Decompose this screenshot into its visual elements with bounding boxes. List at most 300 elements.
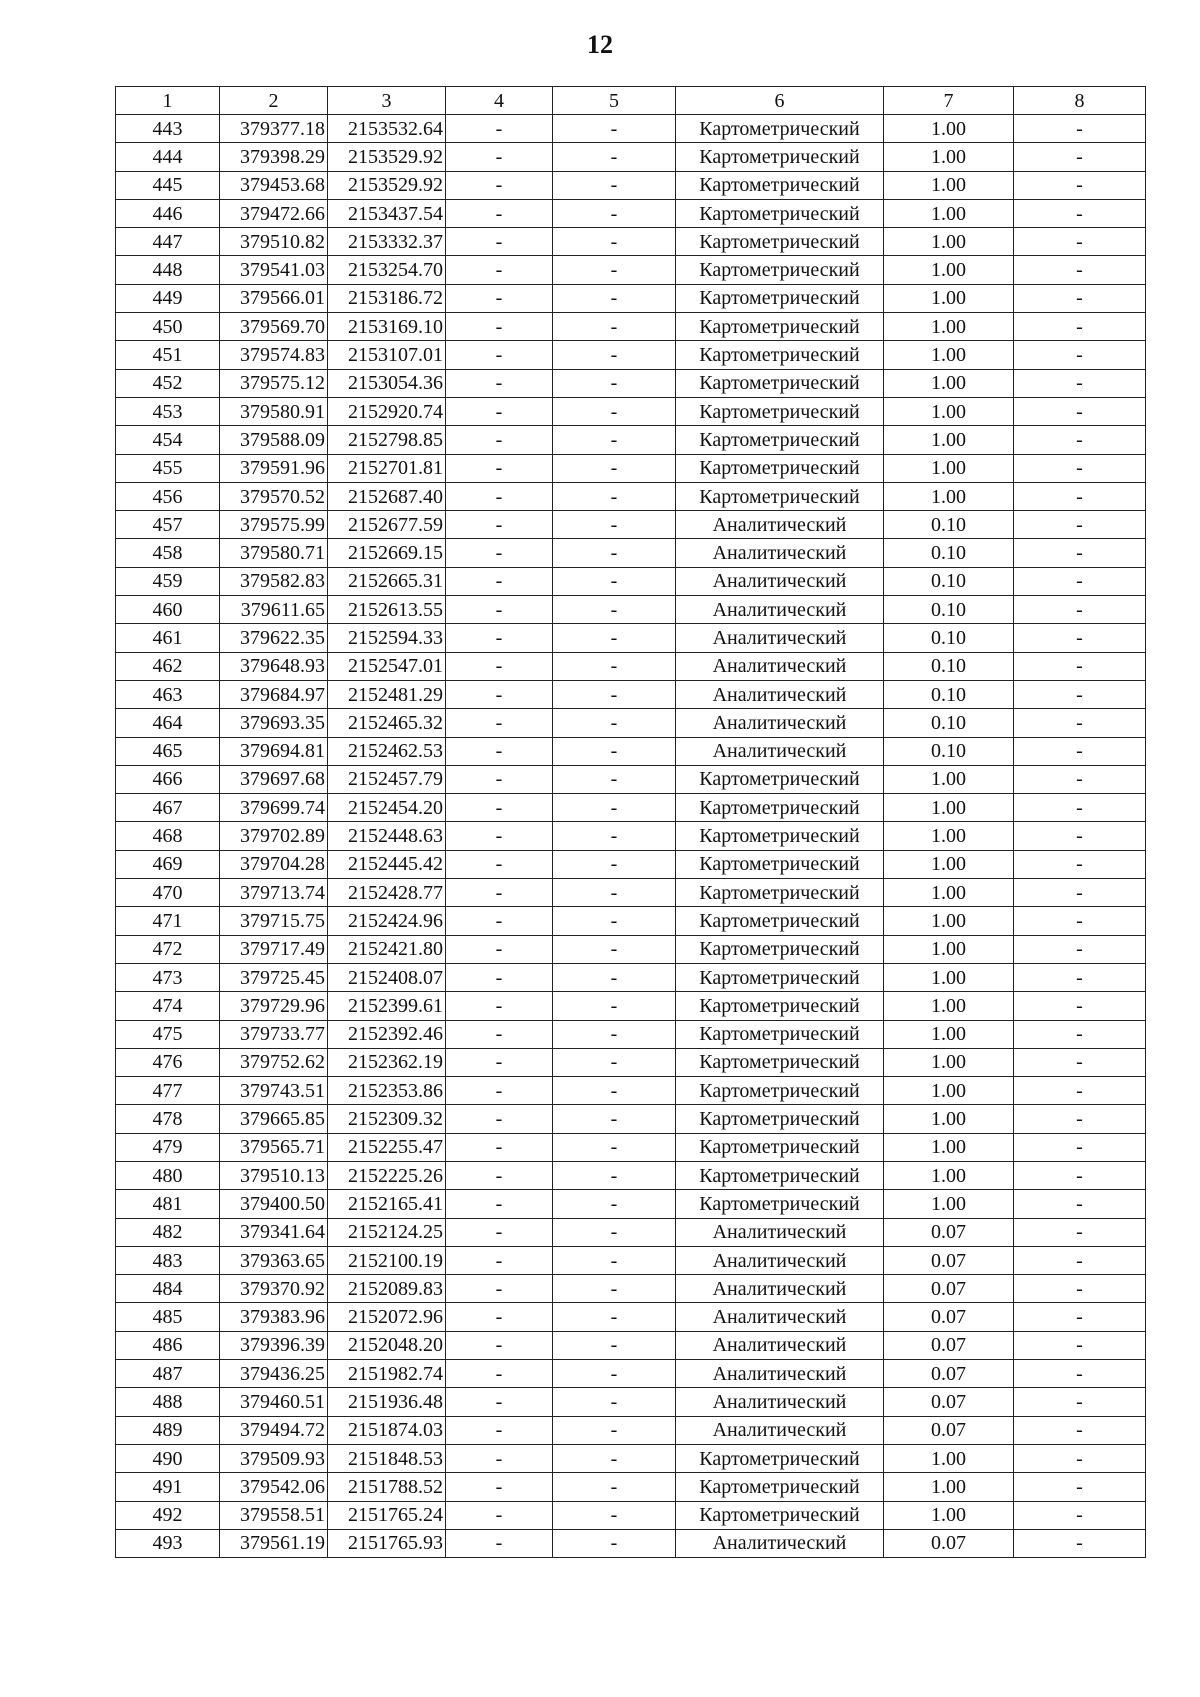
coord-y-cell: 2152687.40: [328, 482, 446, 510]
point-number-cell: 479: [116, 1133, 220, 1161]
table-row: [116, 737, 1146, 765]
table-row: [116, 907, 1146, 935]
col-5-value-cell: -: [553, 1218, 676, 1246]
coord-y-cell: 2151982.74: [328, 1360, 446, 1388]
accuracy-cell: 1.00: [884, 228, 1014, 256]
col-4-value-cell: -: [446, 228, 553, 256]
col-4-value-cell: -: [446, 256, 553, 284]
coord-x-cell: 379733.77: [220, 1020, 328, 1048]
point-number-cell: 458: [116, 539, 220, 567]
col-4-value-cell: -: [446, 907, 553, 935]
coord-y-cell: 2152445.42: [328, 850, 446, 878]
col-8-value-cell: -: [1014, 879, 1146, 907]
accuracy-cell: 1.00: [884, 1077, 1014, 1105]
col-8-value-cell: -: [1014, 567, 1146, 595]
table-row: [116, 935, 1146, 963]
point-number-cell: 480: [116, 1161, 220, 1189]
point-number-cell: 444: [116, 143, 220, 171]
coord-y-cell: 2151848.53: [328, 1444, 446, 1472]
col-4-value-cell: -: [446, 567, 553, 595]
coord-y-cell: 2152613.55: [328, 596, 446, 624]
coord-y-cell: 2152424.96: [328, 907, 446, 935]
col-8-value-cell: -: [1014, 1275, 1146, 1303]
col-4-value-cell: -: [446, 1190, 553, 1218]
col-8-value-cell: -: [1014, 115, 1146, 143]
accuracy-cell: 1.00: [884, 369, 1014, 397]
method-cell: Картометрический: [676, 765, 884, 793]
col-8-value-cell: -: [1014, 256, 1146, 284]
coord-y-cell: 2152701.81: [328, 454, 446, 482]
method-cell: Картометрический: [676, 143, 884, 171]
coord-x-cell: 379580.71: [220, 539, 328, 567]
coord-y-cell: 2152392.46: [328, 1020, 446, 1048]
table-row: [116, 1331, 1146, 1359]
col-5-value-cell: -: [553, 482, 676, 510]
method-cell: Картометрический: [676, 1020, 884, 1048]
coord-x-cell: 379622.35: [220, 624, 328, 652]
col-4-value-cell: -: [446, 624, 553, 652]
col-5-value-cell: -: [553, 341, 676, 369]
table-row: [116, 482, 1146, 510]
coord-x-cell: 379729.96: [220, 992, 328, 1020]
method-cell: Картометрический: [676, 199, 884, 227]
point-number-cell: 463: [116, 680, 220, 708]
coord-y-cell: 2152408.07: [328, 963, 446, 991]
accuracy-cell: 1.00: [884, 482, 1014, 510]
col-8-value-cell: -: [1014, 1388, 1146, 1416]
col-5-value-cell: -: [553, 1048, 676, 1076]
accuracy-cell: 1.00: [884, 341, 1014, 369]
col-8-value-cell: -: [1014, 1501, 1146, 1529]
col-8-value-cell: -: [1014, 1416, 1146, 1444]
point-number-cell: 467: [116, 794, 220, 822]
coord-y-cell: 2152309.32: [328, 1105, 446, 1133]
col-4-value-cell: -: [446, 341, 553, 369]
col-4-value-cell: -: [446, 1133, 553, 1161]
table-row: [116, 680, 1146, 708]
accuracy-cell: 1.00: [884, 171, 1014, 199]
coord-y-cell: 2153254.70: [328, 256, 446, 284]
method-cell: Аналитический: [676, 1275, 884, 1303]
method-cell: Аналитический: [676, 680, 884, 708]
method-cell: Картометрический: [676, 313, 884, 341]
col-5-value-cell: -: [553, 624, 676, 652]
col-5-value-cell: -: [553, 907, 676, 935]
col-8-value-cell: -: [1014, 284, 1146, 312]
col-5-value-cell: -: [553, 397, 676, 425]
col-8-value-cell: -: [1014, 313, 1146, 341]
col-5-value-cell: -: [553, 256, 676, 284]
point-number-cell: 455: [116, 454, 220, 482]
coord-x-cell: 379575.12: [220, 369, 328, 397]
coord-y-cell: 2152225.26: [328, 1161, 446, 1189]
coord-x-cell: 379699.74: [220, 794, 328, 822]
col-8-value-cell: -: [1014, 822, 1146, 850]
col-8-value-cell: -: [1014, 680, 1146, 708]
col-5-value-cell: -: [553, 511, 676, 539]
table-row: [116, 567, 1146, 595]
coord-y-cell: 2152677.59: [328, 511, 446, 539]
table-row: [116, 1218, 1146, 1246]
col-5-value-cell: -: [553, 1529, 676, 1557]
col-8-value-cell: -: [1014, 1529, 1146, 1557]
accuracy-cell: 0.07: [884, 1416, 1014, 1444]
col-4-value-cell: -: [446, 850, 553, 878]
point-number-cell: 457: [116, 511, 220, 539]
col-4-value-cell: -: [446, 1105, 553, 1133]
col-4-value-cell: -: [446, 737, 553, 765]
method-cell: Картометрический: [676, 1161, 884, 1189]
coord-x-cell: 379648.93: [220, 652, 328, 680]
col-8-value-cell: -: [1014, 794, 1146, 822]
method-cell: Аналитический: [676, 511, 884, 539]
method-cell: Аналитический: [676, 709, 884, 737]
coord-x-cell: 379611.65: [220, 596, 328, 624]
method-cell: Картометрический: [676, 256, 884, 284]
accuracy-cell: 1.00: [884, 256, 1014, 284]
accuracy-cell: 0.10: [884, 680, 1014, 708]
col-8-value-cell: -: [1014, 1473, 1146, 1501]
point-number-cell: 478: [116, 1105, 220, 1133]
col-5-value-cell: -: [553, 1501, 676, 1529]
method-cell: Аналитический: [676, 652, 884, 680]
accuracy-cell: 1.00: [884, 143, 1014, 171]
point-number-cell: 464: [116, 709, 220, 737]
point-number-cell: 481: [116, 1190, 220, 1218]
col-4-value-cell: -: [446, 822, 553, 850]
accuracy-cell: 1.00: [884, 1020, 1014, 1048]
col-8-value-cell: -: [1014, 596, 1146, 624]
col-4-value-cell: -: [446, 1246, 553, 1274]
col-4-value-cell: -: [446, 284, 553, 312]
point-number-cell: 476: [116, 1048, 220, 1076]
point-number-cell: 443: [116, 115, 220, 143]
method-cell: Аналитический: [676, 1529, 884, 1557]
method-cell: Картометрический: [676, 794, 884, 822]
col-8-value-cell: -: [1014, 1105, 1146, 1133]
col-5-value-cell: -: [553, 284, 676, 312]
col-4-value-cell: -: [446, 1529, 553, 1557]
col-8-value-cell: -: [1014, 511, 1146, 539]
coord-y-cell: 2152465.32: [328, 709, 446, 737]
coord-x-cell: 379561.19: [220, 1529, 328, 1557]
accuracy-cell: 0.10: [884, 511, 1014, 539]
col-8-value-cell: -: [1014, 992, 1146, 1020]
method-cell: Аналитический: [676, 1360, 884, 1388]
col-4-value-cell: -: [446, 935, 553, 963]
accuracy-cell: 1.00: [884, 879, 1014, 907]
col-8-value-cell: -: [1014, 228, 1146, 256]
col-8-value-cell: -: [1014, 1246, 1146, 1274]
method-cell: Аналитический: [676, 1303, 884, 1331]
coord-y-cell: 2152448.63: [328, 822, 446, 850]
column-header: 1: [116, 87, 220, 115]
col-5-value-cell: -: [553, 1105, 676, 1133]
col-5-value-cell: -: [553, 794, 676, 822]
accuracy-cell: 1.00: [884, 397, 1014, 425]
col-5-value-cell: -: [553, 567, 676, 595]
coord-x-cell: 379542.06: [220, 1473, 328, 1501]
col-8-value-cell: -: [1014, 143, 1146, 171]
table-row: [116, 1444, 1146, 1472]
table-row: [116, 1133, 1146, 1161]
table-row: [116, 256, 1146, 284]
table-row: [116, 1388, 1146, 1416]
coord-y-cell: 2152072.96: [328, 1303, 446, 1331]
table-row: [116, 199, 1146, 227]
method-cell: Картометрический: [676, 850, 884, 878]
method-cell: Аналитический: [676, 1331, 884, 1359]
point-number-cell: 459: [116, 567, 220, 595]
method-cell: Картометрический: [676, 115, 884, 143]
column-header: 5: [553, 87, 676, 115]
method-cell: Аналитический: [676, 1246, 884, 1274]
point-number-cell: 475: [116, 1020, 220, 1048]
coord-x-cell: 379591.96: [220, 454, 328, 482]
accuracy-cell: 1.00: [884, 1190, 1014, 1218]
accuracy-cell: 1.00: [884, 199, 1014, 227]
col-5-value-cell: -: [553, 1133, 676, 1161]
col-5-value-cell: -: [553, 709, 676, 737]
coord-x-cell: 379472.66: [220, 199, 328, 227]
col-8-value-cell: -: [1014, 1444, 1146, 1472]
col-4-value-cell: -: [446, 1275, 553, 1303]
coord-y-cell: 2152454.20: [328, 794, 446, 822]
method-cell: Картометрический: [676, 1444, 884, 1472]
column-header: 3: [328, 87, 446, 115]
accuracy-cell: 1.00: [884, 313, 1014, 341]
col-5-value-cell: -: [553, 143, 676, 171]
coord-y-cell: 2152594.33: [328, 624, 446, 652]
col-4-value-cell: -: [446, 1360, 553, 1388]
accuracy-cell: 0.07: [884, 1360, 1014, 1388]
point-number-cell: 474: [116, 992, 220, 1020]
method-cell: Картометрический: [676, 171, 884, 199]
point-number-cell: 451: [116, 341, 220, 369]
method-cell: Картометрический: [676, 907, 884, 935]
accuracy-cell: 0.07: [884, 1303, 1014, 1331]
coord-x-cell: 379725.45: [220, 963, 328, 991]
point-number-cell: 445: [116, 171, 220, 199]
col-8-value-cell: -: [1014, 426, 1146, 454]
table-row: [116, 115, 1146, 143]
coord-y-cell: 2152165.41: [328, 1190, 446, 1218]
col-8-value-cell: -: [1014, 1020, 1146, 1048]
col-8-value-cell: -: [1014, 1190, 1146, 1218]
method-cell: Картометрический: [676, 1501, 884, 1529]
col-8-value-cell: -: [1014, 369, 1146, 397]
coord-y-cell: 2152665.31: [328, 567, 446, 595]
col-8-value-cell: -: [1014, 341, 1146, 369]
coord-x-cell: 379558.51: [220, 1501, 328, 1529]
table-row: [116, 511, 1146, 539]
coord-x-cell: 379460.51: [220, 1388, 328, 1416]
table-row: [116, 1077, 1146, 1105]
col-8-value-cell: -: [1014, 652, 1146, 680]
coord-y-cell: 2151874.03: [328, 1416, 446, 1444]
point-number-cell: 493: [116, 1529, 220, 1557]
coord-x-cell: 379752.62: [220, 1048, 328, 1076]
col-5-value-cell: -: [553, 1190, 676, 1218]
accuracy-cell: 1.00: [884, 454, 1014, 482]
coord-y-cell: 2153529.92: [328, 171, 446, 199]
table-row: [116, 284, 1146, 312]
col-8-value-cell: -: [1014, 1331, 1146, 1359]
col-8-value-cell: -: [1014, 709, 1146, 737]
point-number-cell: 466: [116, 765, 220, 793]
col-5-value-cell: -: [553, 313, 676, 341]
method-cell: Картометрический: [676, 1048, 884, 1076]
table-row: [116, 1529, 1146, 1557]
table-row: [116, 822, 1146, 850]
coord-y-cell: 2153332.37: [328, 228, 446, 256]
col-5-value-cell: -: [553, 1416, 676, 1444]
method-cell: Картометрический: [676, 369, 884, 397]
accuracy-cell: 1.00: [884, 765, 1014, 793]
coord-y-cell: 2151788.52: [328, 1473, 446, 1501]
col-5-value-cell: -: [553, 1077, 676, 1105]
col-4-value-cell: -: [446, 1303, 553, 1331]
column-header: 7: [884, 87, 1014, 115]
col-4-value-cell: -: [446, 1388, 553, 1416]
table-row: [116, 963, 1146, 991]
accuracy-cell: 1.00: [884, 426, 1014, 454]
col-5-value-cell: -: [553, 652, 676, 680]
accuracy-cell: 0.10: [884, 652, 1014, 680]
coord-x-cell: 379400.50: [220, 1190, 328, 1218]
coord-x-cell: 379575.99: [220, 511, 328, 539]
accuracy-cell: 0.10: [884, 709, 1014, 737]
col-8-value-cell: -: [1014, 1048, 1146, 1076]
method-cell: Картометрический: [676, 879, 884, 907]
coord-y-cell: 2153437.54: [328, 199, 446, 227]
coord-y-cell: 2153169.10: [328, 313, 446, 341]
coord-y-cell: 2152481.29: [328, 680, 446, 708]
coord-y-cell: 2152255.47: [328, 1133, 446, 1161]
coord-x-cell: 379494.72: [220, 1416, 328, 1444]
coord-y-cell: 2153054.36: [328, 369, 446, 397]
table-row: [116, 879, 1146, 907]
col-4-value-cell: -: [446, 1020, 553, 1048]
accuracy-cell: 0.07: [884, 1331, 1014, 1359]
col-4-value-cell: -: [446, 171, 553, 199]
table-row: [116, 1275, 1146, 1303]
method-cell: Картометрический: [676, 1133, 884, 1161]
coord-x-cell: 379665.85: [220, 1105, 328, 1133]
coord-x-cell: 379574.83: [220, 341, 328, 369]
col-4-value-cell: -: [446, 879, 553, 907]
col-5-value-cell: -: [553, 879, 676, 907]
coord-y-cell: 2152421.80: [328, 935, 446, 963]
col-4-value-cell: -: [446, 1501, 553, 1529]
point-number-cell: 485: [116, 1303, 220, 1331]
coord-x-cell: 379509.93: [220, 1444, 328, 1472]
point-number-cell: 470: [116, 879, 220, 907]
table-row: [116, 454, 1146, 482]
coord-x-cell: 379743.51: [220, 1077, 328, 1105]
method-cell: Аналитический: [676, 1218, 884, 1246]
col-4-value-cell: -: [446, 1048, 553, 1076]
point-number-cell: 456: [116, 482, 220, 510]
coord-x-cell: 379569.70: [220, 313, 328, 341]
coord-x-cell: 379370.92: [220, 1275, 328, 1303]
coord-x-cell: 379582.83: [220, 567, 328, 595]
point-number-cell: 472: [116, 935, 220, 963]
table-row: [116, 171, 1146, 199]
coord-y-cell: 2151936.48: [328, 1388, 446, 1416]
coord-x-cell: 379715.75: [220, 907, 328, 935]
coordinates-table: [115, 86, 1146, 1558]
coord-x-cell: 379398.29: [220, 143, 328, 171]
method-cell: Картометрический: [676, 228, 884, 256]
point-number-cell: 469: [116, 850, 220, 878]
table-row: [116, 143, 1146, 171]
col-4-value-cell: -: [446, 539, 553, 567]
col-4-value-cell: -: [446, 709, 553, 737]
coord-y-cell: 2152362.19: [328, 1048, 446, 1076]
coord-y-cell: 2152547.01: [328, 652, 446, 680]
method-cell: Картометрический: [676, 284, 884, 312]
coord-x-cell: 379510.82: [220, 228, 328, 256]
col-5-value-cell: -: [553, 596, 676, 624]
col-8-value-cell: -: [1014, 907, 1146, 935]
col-5-value-cell: -: [553, 1246, 676, 1274]
accuracy-cell: 1.00: [884, 794, 1014, 822]
coord-x-cell: 379684.97: [220, 680, 328, 708]
point-number-cell: 486: [116, 1331, 220, 1359]
point-number-cell: 461: [116, 624, 220, 652]
accuracy-cell: 0.10: [884, 567, 1014, 595]
col-8-value-cell: -: [1014, 737, 1146, 765]
accuracy-cell: 1.00: [884, 822, 1014, 850]
col-4-value-cell: -: [446, 963, 553, 991]
col-8-value-cell: -: [1014, 935, 1146, 963]
method-cell: Картометрический: [676, 992, 884, 1020]
col-8-value-cell: -: [1014, 624, 1146, 652]
col-8-value-cell: -: [1014, 963, 1146, 991]
coord-x-cell: 379363.65: [220, 1246, 328, 1274]
table-row: [116, 313, 1146, 341]
table-row: [116, 426, 1146, 454]
accuracy-cell: 0.10: [884, 624, 1014, 652]
point-number-cell: 462: [116, 652, 220, 680]
coord-y-cell: 2152048.20: [328, 1331, 446, 1359]
coord-x-cell: 379570.52: [220, 482, 328, 510]
col-4-value-cell: -: [446, 1161, 553, 1189]
point-number-cell: 487: [116, 1360, 220, 1388]
coord-x-cell: 379383.96: [220, 1303, 328, 1331]
coord-y-cell: 2152399.61: [328, 992, 446, 1020]
table-row: [116, 1048, 1146, 1076]
coord-x-cell: 379453.68: [220, 171, 328, 199]
col-5-value-cell: -: [553, 737, 676, 765]
method-cell: Картометрический: [676, 822, 884, 850]
coord-x-cell: 379697.68: [220, 765, 328, 793]
accuracy-cell: 0.07: [884, 1218, 1014, 1246]
coord-x-cell: 379693.35: [220, 709, 328, 737]
coord-y-cell: 2152457.79: [328, 765, 446, 793]
method-cell: Аналитический: [676, 737, 884, 765]
col-4-value-cell: -: [446, 397, 553, 425]
table-row: [116, 341, 1146, 369]
col-5-value-cell: -: [553, 1020, 676, 1048]
accuracy-cell: 0.10: [884, 539, 1014, 567]
method-cell: Аналитический: [676, 567, 884, 595]
col-4-value-cell: -: [446, 454, 553, 482]
col-4-value-cell: -: [446, 992, 553, 1020]
method-cell: Картометрический: [676, 341, 884, 369]
accuracy-cell: 0.10: [884, 737, 1014, 765]
